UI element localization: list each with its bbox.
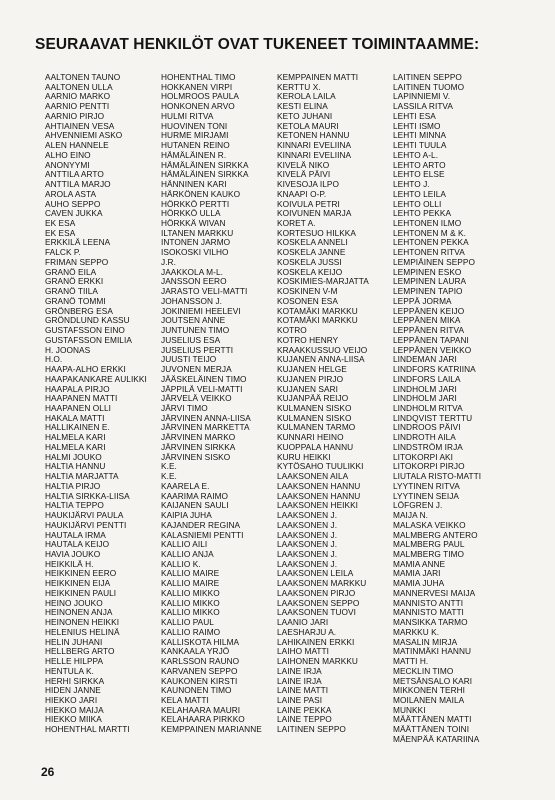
supporter-name: AARNIO PIRJO — [45, 110, 105, 121]
supporter-name: HALMI JOUKO — [45, 451, 102, 462]
supporter-name: HELIN JUHANI — [45, 636, 103, 647]
supporter-name: KRAAKKUSSUO VEIJO — [277, 344, 368, 355]
supporter-name: LEPPÄNEN RITVA — [393, 325, 465, 336]
supporter-name: LEHTO ELSE — [393, 169, 445, 180]
supporter-name: LEHTO J. — [393, 179, 430, 190]
supporter-name: LAAKSONEN HEIKKI — [277, 500, 359, 511]
supporters-list — [45, 73, 509, 745]
supporter-name: LEHTI ISMO — [393, 120, 441, 131]
supporter-name: LAAKSONEN J. — [277, 519, 338, 530]
supporter-name: KERTTU X. — [277, 81, 321, 92]
supporter-name: HEINONEN HEIKKI — [45, 617, 120, 628]
supporter-name: HÄMÄLÄINEN SIRKKA — [161, 169, 249, 180]
supporter-name: LEMPIÄINEN SEPPO — [393, 256, 475, 267]
supporter-name: H. JOONAS — [45, 344, 91, 355]
supporter-name: JOKINIEMI HEELEVI — [161, 305, 241, 316]
supporter-name: KALLIO MIKKO — [161, 597, 220, 608]
supporter-name: JÄRVI TIMO — [161, 402, 208, 413]
supporter-name: MÄÄTTÄNEN MATTI — [393, 714, 472, 725]
supporter-name: MATTI H. — [393, 656, 429, 667]
supporter-name: LAAKSONEN LEILA — [277, 568, 354, 579]
supporter-name: GRÖNBERG ESA — [45, 305, 113, 316]
names-column-3 — [277, 73, 393, 745]
supporter-name: HEIKKINEN EIJA — [45, 578, 111, 589]
supporter-name: HÖRKKÄ WIVAN — [161, 218, 226, 229]
supporter-name: LAAKSONEN J. — [277, 548, 338, 559]
supporter-name: HELLBERG ARTO — [45, 646, 115, 657]
supporter-name: AALTONEN ULLA — [45, 81, 113, 92]
supporter-name: MANNISTO MATTI — [393, 607, 464, 618]
supporter-name: H.O. — [45, 354, 63, 365]
supporter-name: KETO JUHANI — [277, 110, 333, 121]
supporter-name: LAITINEN SEPPO — [393, 72, 462, 82]
supporter-name: K.E. — [161, 471, 177, 482]
names-column-1 — [45, 73, 161, 745]
supporter-name: JÄRVINEN SISKO — [161, 451, 231, 462]
supporter-name: KOSKELA KEIJO — [277, 266, 343, 277]
supporter-name: LINDROOS PÄIVI — [393, 422, 461, 433]
supporter-name: HAVIA JOUKO — [45, 548, 101, 559]
supporter-name: LAAKSONEN SEPPO — [277, 597, 360, 608]
supporter-name: JUUSTI TEIJO — [161, 354, 217, 365]
page-number: 26 — [41, 765, 55, 779]
supporter-name: KALLIO AILI — [161, 539, 208, 550]
supporter-name: MAMIA JUHA — [393, 578, 445, 589]
supporter-name: ERKKILÄ LEENA — [45, 237, 111, 248]
supporter-name: LEHTONEN ILMO — [393, 218, 462, 229]
supporter-name: JANSSON EERO — [161, 276, 227, 287]
names-column-4 — [393, 73, 509, 745]
supporter-name: KUJANPÄÄ REIJO — [277, 393, 349, 404]
supporter-name: KELAHAARA PIRKKO — [161, 714, 245, 725]
supporter-name: KAIJANEN SAULI — [161, 500, 229, 511]
supporter-name: KAARIMA RAIMO — [161, 490, 229, 501]
supporter-name: HOHENTHAL TIMO — [161, 72, 236, 82]
supporter-name: KORET A. — [277, 218, 316, 229]
supporter-name: LEHTO OLLI — [393, 198, 442, 209]
supporter-name: LAINE TEPPO — [277, 714, 332, 725]
supporter-name: ISOKOSKI VILHO — [161, 247, 229, 258]
supporter-name: FRIMAN SEPPO — [45, 256, 109, 267]
supporter-name: KULMANEN TARMO — [277, 422, 356, 433]
supporter-name: LINDHOLM RITVA — [393, 402, 463, 413]
supporter-name: GRANÖ TIILA — [45, 286, 98, 297]
supporter-name: HAUKIJÄRVI PENTTI — [45, 519, 127, 530]
supporter-name: GRANÖ ERKKI — [45, 276, 104, 287]
supporter-name: KEROLA LAILA — [277, 91, 336, 102]
supporter-name: KOTRO HENRY — [277, 334, 339, 345]
supporter-name: AROLA ASTA — [45, 188, 97, 199]
supporter-name: KALLISKOTA HILMA — [161, 636, 240, 647]
supporter-name: LITOKORPI AKI — [393, 451, 453, 462]
supporter-name: KOSKELA ANNELI — [277, 237, 348, 248]
supporter-name: LEHTO LEILA — [393, 188, 446, 199]
supporter-name: HALTIA HANNU — [45, 461, 106, 472]
supporter-name: KUJANEN HELGE — [277, 364, 347, 375]
supporter-name: INTONEN JARMO — [161, 237, 231, 248]
supporter-name: KIVELÄ PÄIVI — [277, 169, 331, 180]
supporter-name: LYYTINEN SEIJA — [393, 490, 460, 501]
supporter-name: HÖRKKÖ ULLA — [161, 208, 221, 219]
supporter-name: HAAPANEN OLLI — [45, 402, 111, 413]
supporter-name: LIUTALA RISTO-MATTI — [393, 471, 482, 482]
supporter-name: ALEN HANNELE — [45, 140, 109, 151]
supporter-name: HAUKIJÄRVI PAULA — [45, 510, 124, 521]
supporter-name: LAINE PASI — [277, 695, 323, 705]
supporter-name: KOTAMÄKI MARKKU — [277, 305, 358, 316]
supporter-name: MAIJA N. — [393, 510, 428, 521]
supporter-name: JÄRVINEN ANNA-LIISA — [161, 412, 251, 423]
supporter-name: LAITINEN SEPPO — [277, 724, 346, 735]
supporter-name: HIEKKO MAIJA — [45, 704, 104, 715]
supporter-name: KORTESUO HILKKA — [277, 227, 356, 238]
supporter-name: AUHO SEPPO — [45, 198, 101, 209]
supporter-name: LAAKSONEN MARKKU — [277, 578, 367, 589]
supporter-name: JARASTO VELI-MATTI — [161, 286, 248, 297]
supporter-name: LEMPINEN TAPIO — [393, 286, 463, 297]
supporter-name: LEHTO PEKKA — [393, 208, 452, 219]
supporter-name: MANNISTO ANTTI — [393, 597, 464, 608]
supporter-name: LEHTI TUULA — [393, 140, 447, 151]
supporter-name: JÄRVINEN SIRKKA — [161, 441, 236, 452]
names-column-2 — [161, 73, 277, 745]
supporter-name: HALTIA SIRKKA-LIISA — [45, 490, 130, 501]
supporter-name: AHVENNIEMI ASKO — [45, 130, 123, 141]
supporter-name: KINNARI EVELIINA — [277, 149, 352, 160]
supporter-name: HÖRKKÖ PERTTI — [161, 198, 230, 209]
supporter-name: LINDHOLM JARI — [393, 383, 457, 394]
supporter-name: ANTTILA MARJO — [45, 179, 111, 190]
supporter-name: AARNIO PENTTI — [45, 101, 110, 112]
supporter-name: KEMPPAINEN MARIANNE — [161, 724, 262, 735]
supporter-name: LINDEMAN JARI — [393, 354, 457, 365]
supporter-name: HALMELA KARI — [45, 432, 106, 443]
supporter-name: HELLE HILPPA — [45, 656, 104, 667]
supporter-name: LAAKSONEN HANNU — [277, 490, 361, 501]
supporter-name: LAAKSONEN PIRJO — [277, 587, 356, 598]
supporter-name: AALTONEN TAUNO — [45, 72, 121, 82]
supporter-name: HUTANEN REINO — [161, 140, 230, 151]
supporter-name: KETOLA MAURI — [277, 120, 339, 131]
supporter-name: HUOVINEN TONI — [161, 120, 228, 131]
supporter-name: KALLIO RAIMO — [161, 626, 221, 637]
supporter-name: LINDFORS KATRIINA — [393, 364, 476, 375]
supporter-name: J.R. — [161, 256, 176, 267]
supporter-name: KOTAMÄKI MARKKU — [277, 315, 358, 326]
supporter-name: LAINE MATTI — [277, 685, 329, 696]
supporter-name: METSÄNSALO KARI — [393, 675, 473, 686]
supporter-name: JUVONEN MERJA — [161, 364, 232, 375]
supporter-name: LINDHOLM JARI — [393, 393, 457, 404]
supporter-name: KIVELÄ NIKO — [277, 159, 330, 170]
supporter-name: LAINE IRJA — [277, 665, 322, 676]
supporter-name: ILTANEN MARKKU — [161, 227, 234, 238]
supporter-name: GUSTAFSSON EINO — [45, 325, 125, 336]
supporter-name: HERHI SIRKKA — [45, 675, 105, 686]
supporter-name: KOIVUNEN MARJA — [277, 208, 352, 219]
supporter-name: LITOKORPI PIRJO — [393, 461, 465, 472]
supporter-name: GRÖNDLUND KASSU — [45, 315, 130, 326]
supporter-name: KAIPIA JUHA — [161, 510, 212, 521]
supporter-name: KARVANEN SEPPO — [161, 665, 238, 676]
supporter-name: LAINE PEKKA — [277, 704, 332, 715]
supporter-name: JAAKKOLA M-L. — [161, 266, 223, 277]
supporter-name: KALLIO MAIRE — [161, 578, 220, 589]
supporter-name: EK ESA — [45, 227, 76, 238]
supporter-name: ANONYYMI — [45, 159, 90, 170]
supporter-name: KETONEN HANNU — [277, 130, 350, 141]
supporter-name: HALTIA PIRJO — [45, 480, 101, 491]
supporter-name: HONKONEN ARVO — [161, 101, 235, 112]
supporter-name: LEHTI ESA — [393, 110, 436, 121]
supporter-name: LEHTONEN PEKKA — [393, 237, 469, 248]
supporter-name: KANKAALA YRJÖ — [161, 646, 230, 657]
supporter-name: HOHENTHAL MARTTI — [45, 724, 130, 735]
supporter-name: MALASKA VEIKKO — [393, 519, 466, 530]
supporter-name: LAAKSONEN J. — [277, 558, 338, 569]
supporter-name: LEHTI MINNA — [393, 130, 447, 141]
supporter-name: KYTÖSAHO TUULIKKI — [277, 461, 364, 472]
supporter-name: MALMBERG TIMO — [393, 548, 465, 559]
supporter-name: MOILANEN MAILA — [393, 695, 465, 705]
supporter-name: HENTULA K. — [45, 665, 94, 676]
supporter-name: HEINONEN ANJA — [45, 607, 113, 618]
supporter-name: LEPPÄNEN TAPANI — [393, 334, 469, 345]
supporter-name: LEHTO A-L. — [393, 149, 439, 160]
supporter-name: MALMBERG PAUL — [393, 539, 465, 550]
supporter-name: LAAKSONEN J. — [277, 539, 338, 550]
supporter-name: MÄÄTTÄNEN TOINI — [393, 724, 470, 735]
supporter-name: GRANÖ TOMMI — [45, 295, 106, 306]
supporter-name: MATINMÄKI HANNU — [393, 646, 472, 657]
supporter-name: LINDROTH AILA — [393, 432, 456, 443]
supporter-name: KULMANEN SISKO — [277, 402, 352, 413]
supporter-name: MANSIKKA TARMO — [393, 617, 468, 628]
supporter-name: LYYTINEN RITVA — [393, 480, 460, 491]
supporter-name: KALLIO MIKKO — [161, 587, 220, 598]
supporter-name: KOSONEN ESA — [277, 295, 338, 306]
supporter-name: JUSELIUS PERTTI — [161, 344, 234, 355]
supporter-name: FALCK P. — [45, 247, 81, 258]
supporter-name: KOSKELA JANNE — [277, 247, 346, 258]
supporter-name: HULMI RITVA — [161, 110, 214, 121]
supporter-name: LAINE IRJA — [277, 675, 322, 686]
supporter-name: LEPPÄ JORMA — [393, 295, 452, 306]
supporter-name: KALLIO MAIRE — [161, 568, 220, 579]
supporter-name: LAAKSONEN J. — [277, 529, 338, 540]
supporter-name: GRANÖ EILA — [45, 266, 97, 277]
supporter-name: EK ESA — [45, 218, 76, 229]
supporter-name: HEIKKINEN EERO — [45, 568, 117, 579]
supporter-name: MANNERVESI MAIJA — [393, 587, 476, 598]
supporter-name: JÄRVINEN MARKETTA — [161, 422, 250, 433]
supporter-name: AHTIAINEN VESA — [45, 120, 115, 131]
supporter-name: K.E. — [161, 461, 177, 472]
supporter-name: KOSKELA JUSSI — [277, 256, 342, 267]
supporter-name: HÄMÄLÄINEN SIRKKA — [161, 159, 249, 170]
supporter-name: KOSKINEN V-M — [277, 286, 338, 297]
supporter-name: KAARELA E. — [161, 480, 210, 491]
supporter-name: HURME MIRJAMI — [161, 130, 229, 141]
supporter-name: MALMBERG ANTERO — [393, 529, 478, 540]
supporter-name: KAJANDER REGINA — [161, 519, 241, 530]
supporter-name: KOIVULA PETRI — [277, 198, 340, 209]
supporter-name: JÄRVELÄ VEIKKO — [161, 393, 232, 404]
supporter-name: LAAKSONEN AILA — [277, 471, 349, 482]
supporter-name: LAAKSONEN TUOVI — [277, 607, 356, 618]
supporter-name: MÄENPÄÄ KATARIINA — [393, 733, 480, 744]
supporter-name: JÄÄSKELÄINEN TIMO — [161, 373, 247, 384]
supporter-name: KOTRO — [277, 325, 307, 336]
supporter-name: ANTTILA ARTO — [45, 169, 104, 180]
supporter-name: JOHANSSON J. — [161, 295, 222, 306]
supporter-name: LAESHARJU A. — [277, 626, 337, 637]
supporter-name: KUNNARI HEINO — [277, 432, 344, 443]
supporter-name: LEHTONEN M & K. — [393, 227, 466, 238]
supporter-name: HAAPANEN MATTI — [45, 393, 118, 404]
supporter-name: HALTIA MARJATTA — [45, 471, 119, 482]
supporter-name: GUSTAFSSON EMILIA — [45, 334, 132, 345]
supporter-name: KNAAPI O-P. — [277, 188, 327, 199]
supporter-name: MAMIA JARI — [393, 568, 441, 579]
supporter-name: KUJANEN ANNA-LIISA — [277, 354, 365, 365]
supporter-name: HALTIA TEPPO — [45, 500, 104, 511]
supporter-name: KELA MATTI — [161, 695, 209, 705]
supporter-name: LEPPÄNEN KEIJO — [393, 305, 465, 316]
supporter-name: KINNARI EVELIINA — [277, 140, 352, 151]
supporter-name: JUNTUNEN TIMO — [161, 325, 230, 336]
supporter-name: HÄMÄLÄINEN R. — [161, 149, 227, 160]
supporter-name: HAAPAKANKARE AULIKKI — [45, 373, 147, 384]
supporter-name: KESTI ELINA — [277, 101, 328, 112]
supporter-name: KALLIO K. — [161, 558, 201, 569]
supporter-name: JOUTSEN ANNE — [161, 315, 226, 326]
supporter-name: LEMPINEN ESKO — [393, 266, 462, 277]
supporter-name: HAAPA-ALHO ERKKI — [45, 364, 126, 375]
supporter-name: ALHO EINO — [45, 149, 91, 160]
supporter-name: KARLSSON RAUNO — [161, 656, 240, 667]
supporter-name: LAAKSONEN HANNU — [277, 480, 361, 491]
supporter-name: LAHIKAINEN ERKKI — [277, 636, 355, 647]
supporter-name: CAVEN JUKKA — [45, 208, 103, 219]
supporter-name: KELAHAARA MAURI — [161, 704, 241, 715]
supporter-name: KEMPPAINEN MATTI — [277, 72, 359, 82]
supporter-name: KUOPPALA HANNU — [277, 441, 354, 452]
supporter-name: KALLIO MIKKO — [161, 607, 220, 618]
supporter-name: KAUNONEN TIMO — [161, 685, 232, 696]
supporter-name: MAMIA ANNE — [393, 558, 446, 569]
supporter-name: LEHTO ARTO — [393, 159, 446, 170]
supporter-name: HALLIKAINEN E. — [45, 422, 110, 433]
supporter-name: JUSELIUS ESA — [161, 334, 221, 345]
supporter-name: LEPPÄNEN VEIKKO — [393, 344, 472, 355]
supporter-name: AARNIO MARKO — [45, 91, 111, 102]
supporter-name: HEIKKILÄ H. — [45, 558, 94, 569]
supporter-name: MUNKKI — [393, 704, 426, 715]
supporter-name: HEIKKINEN PAULI — [45, 587, 117, 598]
supporter-name: LAAKSONEN J. — [277, 510, 338, 521]
supporter-name: JÄRVINEN MARKO — [161, 432, 236, 443]
supporter-name: MECKLIN TIMO — [393, 665, 454, 676]
supporter-name: HAKALA MATTI — [45, 412, 105, 423]
supporter-name: LEPPÄNEN MIKA — [393, 315, 461, 326]
supporter-name: HÄNNINEN KARI — [161, 179, 227, 190]
supporter-name: LAPINNIEMI V. — [393, 91, 451, 102]
supporter-name: LAIHO MATTI — [277, 646, 330, 657]
supporter-name: KALASNIEMI PENTTI — [161, 529, 244, 540]
supporter-name: KIVESOJA ILPO — [277, 179, 339, 190]
supporter-name: LINDQVIST TERTTU — [393, 412, 473, 423]
supporter-name: HELENIUS HELINÄ — [45, 626, 120, 637]
supporter-name: MARKKU K. — [393, 626, 440, 637]
supporter-name: LEMPINEN LAURA — [393, 276, 467, 287]
supporter-name: LINDFORS LAILA — [393, 373, 461, 384]
supporter-name: HOKKANEN VIRPI — [161, 81, 233, 92]
supporter-name: HIEKKO JARI — [45, 695, 98, 705]
supporter-name: LASSILA RITVA — [393, 101, 453, 112]
supporter-name: HAUTALA IRMA — [45, 529, 106, 540]
page-title: SEURAAVAT HENKILÖT OVAT TUKENEET TOIMINTAAMME: — [35, 36, 480, 53]
supporter-name: KALLIO ANJA — [161, 548, 214, 559]
supporter-name: KAUKONEN KIRSTI — [161, 675, 238, 686]
supporter-name: KOSKIMIES-MARJATTA — [277, 276, 369, 287]
supporter-name: KALLIO PAUL — [161, 617, 214, 628]
supporter-name: LAANIO JARI — [277, 617, 329, 628]
supporter-name: JÄPPILÄ VELI-MATTI — [161, 383, 243, 394]
supporter-name: KUJANEN PIRJO — [277, 373, 344, 384]
supporter-name: KUJANEN SARI — [277, 383, 338, 394]
supporter-name: HIEKKO MIIKA — [45, 714, 102, 725]
supporter-name: LINDSTRÖM IRJA — [393, 441, 463, 452]
supporter-name: HÄRKÖNEN KAUKO — [161, 188, 241, 199]
supporter-name: MASALIN MIRJA — [393, 636, 458, 647]
supporter-name: LÖFGREN J. — [393, 500, 443, 511]
supporter-name: LAIHONEN MARKKU — [277, 656, 358, 667]
supporter-name: HIDEN JANNE — [45, 685, 101, 696]
supporter-name: KURU HEIKKI — [277, 451, 331, 462]
supporter-name: HOLMROOS PAULA — [161, 91, 240, 102]
supporter-name: MIKKONEN TERHI — [393, 685, 466, 696]
supporter-name: HAUTALA KEIJO — [45, 539, 110, 550]
supporter-name: LAITINEN TUOMO — [393, 81, 465, 92]
supporter-name: HEINO JOUKO — [45, 597, 103, 608]
supporter-name: LEHTONEN RITVA — [393, 247, 465, 258]
supporter-name: KULMANEN SISKO — [277, 412, 352, 423]
supporter-name: HALMELA KARI — [45, 441, 106, 452]
supporter-name: HAAPALA PIRJO — [45, 383, 110, 394]
